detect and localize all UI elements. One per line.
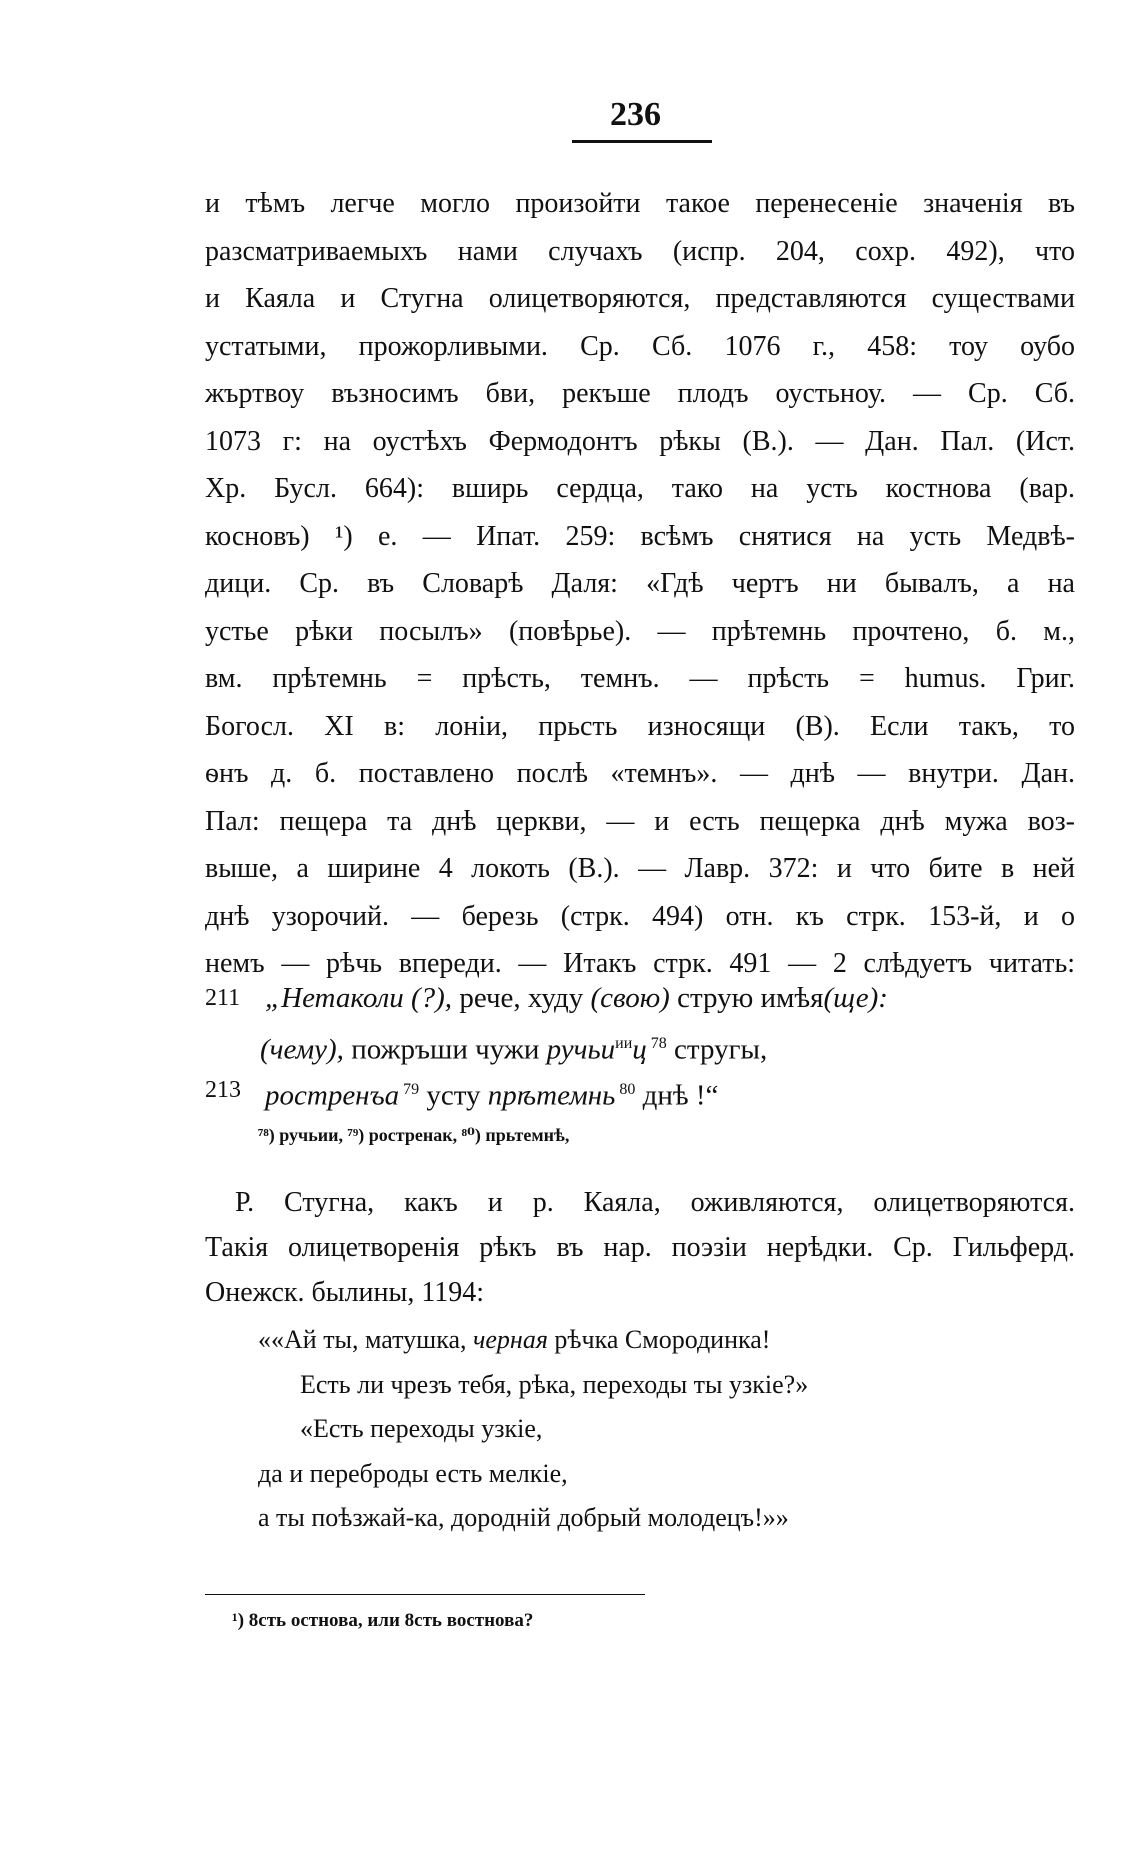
quote-line: ««Ай ты, матушка, черная рѣчка Смородинка!	[258, 1325, 771, 1354]
text-line: 1073 г: на оустѣхъ Фермодонтъ рѣкы (В.). — Дан. Пал. (Ист.	[205, 425, 1075, 457]
bylina-quote	[258, 1318, 808, 1541]
verse-text: ростренъа $^{79}$ усту прѣтемнь $^{80}$ днѣ !“	[265, 1079, 719, 1112]
text-line: и тѣмъ легче могло произойти такое перенесеніе значенія въ	[205, 188, 1075, 219]
prose-paragraph	[205, 1180, 1075, 1315]
text-line: выше, а ширине 4 локоть (В.). — Лавр. 372: и что бите в ней	[205, 853, 1075, 884]
verse-text: (чему), пожръши чужи ручьи$^{ии}$ц $^{78}$ стругы,	[260, 1033, 768, 1066]
text-line: Пал: пещера та днѣ церкви, — и есть пещерка днѣ мужа воз-	[205, 805, 1075, 837]
text-line: устатыми, прожорливыми. Ср. Сб. 1076 г., 458: тоу оубо	[205, 330, 1075, 362]
quote-line: а ты поѣзжай-ка, дородній добрый молодецъ!»»	[258, 1503, 789, 1532]
verse-text: „Нетаколи (?), рече, худу (свою) струю имѣя(ще):	[265, 982, 888, 1014]
text-line: дици. Ср. въ Словарѣ Даля: «Гдѣ чертъ ни бывалъ, а на	[205, 568, 1075, 599]
text-line: разсматриваемыхъ нами случахъ (испр. 204, сохр. 492), что	[205, 235, 1075, 267]
text-line: и Каяла и Стугна олицетворяются, представляются существами	[205, 283, 1075, 314]
quote-line: да и переброды есть мелкіе,	[258, 1458, 568, 1488]
text-line: устье рѣки посылъ» (повѣрье). — прѣтемнь прочтено, б. м.,	[205, 615, 1075, 647]
line-number: 211	[205, 985, 241, 1011]
page-number: 236	[610, 96, 661, 133]
verse-block	[205, 975, 1075, 1113]
text-line: косновъ) ¹) е. — Ипат. 259: всѣмъ снятися на усть Медвѣ-	[205, 520, 1075, 552]
page-number-rule	[572, 140, 712, 143]
text-line: Богосл. XI в: лоніи, прьсть износящи (В). Если такъ, то	[205, 710, 1075, 742]
text-line: днѣ узорочий. — березь (стрк. 494) отн. къ стрк. 153-й, и о	[205, 900, 1075, 932]
text-line: вм. прѣтемнь = прѣсть, темнъ. — прѣсть = humus. Григ.	[205, 663, 1075, 694]
text-line: Такія олицетворенія рѣкъ въ нар. поэзіи нерѣдки. Ср. Гильферд.	[205, 1232, 1075, 1263]
text-line: жъртвоу възносимъ бви, рекъше плодъ оустьноу. — Ср. Сб.	[205, 378, 1075, 409]
verse-variant-notes: ⁷⁸) ручьии, ⁷⁹) ростренак, ⁸⁰) прьтемнѣ,	[258, 1125, 570, 1145]
verse-line	[205, 975, 1075, 1021]
text-line: немъ — рѣчь впереди. — Итакъ стрк. 491 — 2 слѣдуетъ читать:	[205, 948, 1075, 979]
quote-line: «Есть переходы узкіе,	[300, 1414, 543, 1443]
commentary-text	[205, 180, 1075, 988]
text-line: Хр. Бусл. 664): вширь сердца, тако на усть костнова (вар.	[205, 473, 1075, 504]
text-line: Р. Стугна, какъ и р. Каяла, оживляются, олицетворяются.	[235, 1187, 1075, 1218]
quote-line: Есть ли чрезъ тебя, рѣка, переходы ты узкіе?»	[300, 1369, 809, 1399]
line-number: 213	[205, 1077, 241, 1103]
text-line: Онежск. былины, 1194:	[205, 1277, 485, 1308]
verse-line	[205, 1021, 1075, 1067]
footnote: ¹) 8сть остнова, или 8сть востнова?	[232, 1610, 534, 1631]
text-line: ѳнъ д. б. поставлено послѣ «темнъ». — днѣ — внутри. Дан.	[205, 758, 1075, 789]
footnote-rule	[205, 1594, 645, 1595]
verse-line	[205, 1067, 1075, 1113]
